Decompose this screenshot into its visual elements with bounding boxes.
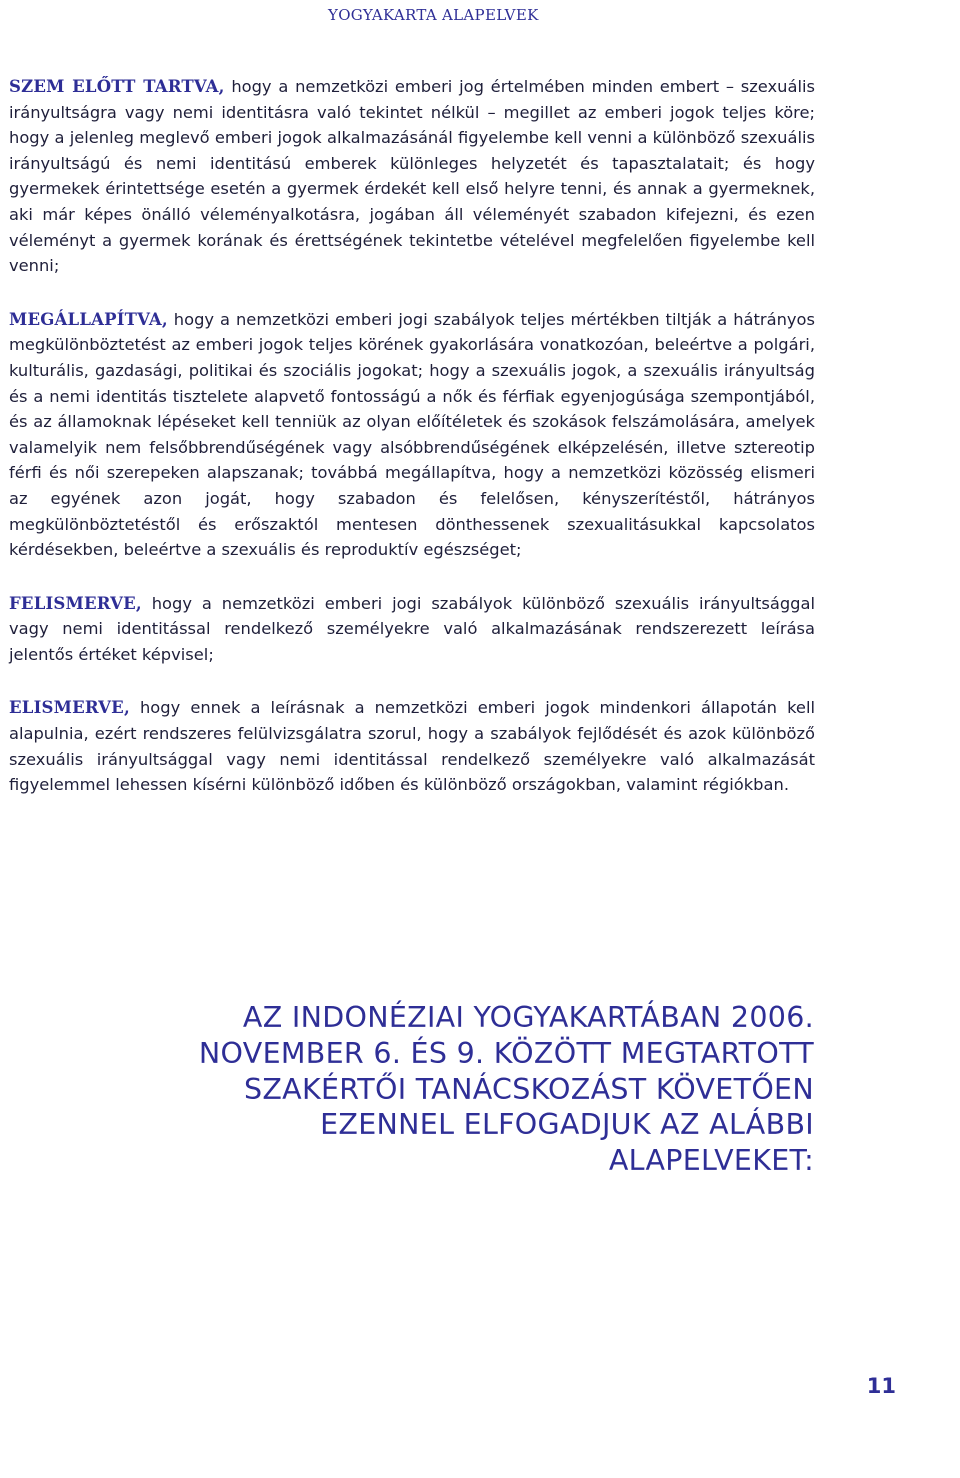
paragraph-lead: FELISMERVE, bbox=[9, 593, 142, 613]
paragraph-lead: MEGÁLLAPÍTVA, bbox=[9, 309, 168, 329]
paragraph-elismerve bbox=[9, 695, 815, 797]
paragraph-felismerve bbox=[9, 591, 815, 668]
adoption-line: SZAKÉRTŐI TANÁCSKOZÁST KÖVETŐEN bbox=[243, 1072, 814, 1106]
paragraph-body: hogy ennek a leírásnak a nemzetközi emberi jogok mindenkori állapotán kell alapulnia, ezért rendszeres felülvizsgálatra szorul, hogy a szabályok fejlődését és azok különböző szexuális irányultsággal vagy nemi identitással rendelkező személyekre való alkalmazását figyelemmel lehessen kísérni különböző időben és különböző országokban, valamint régiókban. bbox=[9, 698, 815, 795]
paragraph-body: hogy a nemzetközi emberi jogi szabályok teljes mértékben tiltják a hátrányos megkülönböztetést az emberi jogok teljes körének gyakorlására vonatkozóan, beleértve a polgári, kulturális, gazdasági, politikai és szociális jogokat; hogy a szexuális jogok, a szexuális irányultság és a nemi identitás tisztelete alapvető fontosságú a nők és férfiak egyenjogúsága szempontjából, és az államoknak lépéseket kell tenniük az olyan előítéletek és szokások felszámolására, amelyek valamelyik nem felsőbbrendűségének vagy alsóbbrendűségének elképzelésén, illetve sztereotip férfi és női szerepeken alapszanak; továbbá megállapítva, hogy a nemzetközi közösség elismeri az egyének azon jogát, hogy szabadon és felelősen, kényszerítéstől, hátrányos megkülönböztetéstől és erőszaktól mentesen dönthessenek szexualitásukkal kapcsolatos kérdésekben, beleértve a szexuális és reproduktív egészséget; bbox=[9, 309, 815, 560]
preamble-text bbox=[9, 74, 815, 826]
paragraph-body: hogy a nemzetközi emberi jogi szabályok különböző szexuális irányultsággal vagy nemi identitással rendelkező személyekre való alkalmazásának rendszerezett leírása jelentős értéket képvisel; bbox=[9, 593, 815, 664]
paragraph-lead: SZEM ELŐTT TARTVA, bbox=[9, 77, 225, 96]
adoption-line: NOVEMBER 6. ÉS 9. KÖZÖTT MEGTARTOTT bbox=[198, 1036, 814, 1070]
running-header: YOGYAKARTA ALAPELVEK bbox=[328, 6, 539, 24]
page-number: 11 bbox=[866, 1374, 896, 1398]
paragraph-lead: ELISMERVE, bbox=[9, 698, 130, 718]
adoption-line: AZ INDONÉZIAI YOGYAKARTÁBAN 2006. bbox=[242, 1001, 814, 1034]
adoption-statement bbox=[199, 1000, 814, 1179]
adoption-line: EZENNEL ELFOGADJUK AZ ALÁBBI bbox=[320, 1108, 814, 1142]
paragraph-megallapitva bbox=[9, 307, 815, 563]
paragraph-szem-elott-tartva bbox=[9, 74, 815, 279]
paragraph-body: hogy a nemzetközi emberi jog értelmében minden embert – szexuális irányultságra vagy nemi identitásra való tekintet nélkül – megillet az emberi jogok teljes köre; hogy a jelenleg meglevő emberi jogok alkalmazásánál figyelembe kell venni a különböző szexuális irányultságú és nemi identitású emberek különleges helyzetét és tapasztalatait; és hogy gyermekek érintettsége esetén a gyermek érdekét kell első helyre tenni, és annak a gyermeknek, aki már képes önálló véleményalkotásra, jogában áll véleményét szabadon kifejezni, és ezen véleményt a gyermek korának és érettségének tekintetbe vételével megfelelően figyelembe kell venni; bbox=[9, 77, 815, 276]
adoption-line: ALAPELVEKET: bbox=[608, 1144, 814, 1178]
